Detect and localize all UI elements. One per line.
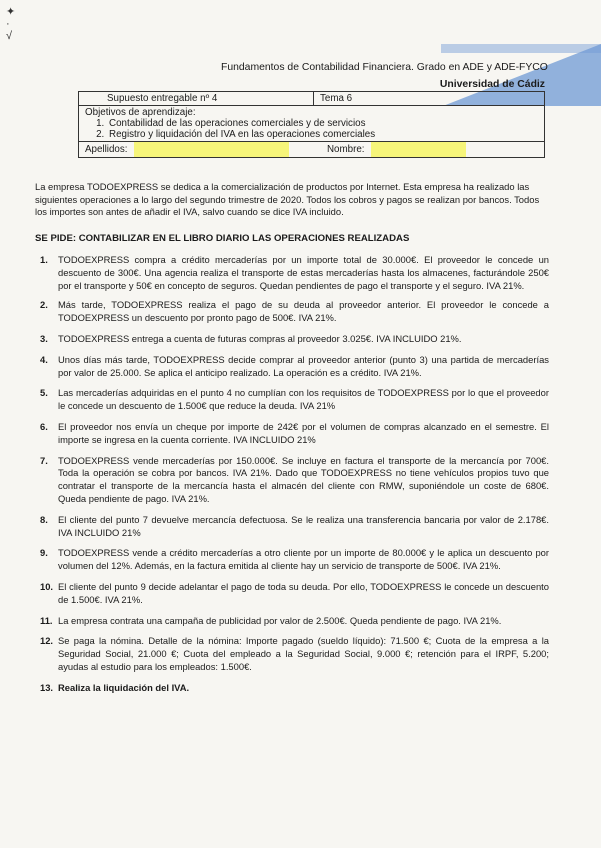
item-text: TODOEXPRESS vende mercaderías por 150.000€. Se incluye en factura el transporte de la mercancía por 700€. Toda la operación se cobra por bancos. IVA 21%. Dado que TODOEXPRESS no tiene vehículos propios tuvo que contratar el transporte de la mercancía hasta el almacén del cliente con RMW, suponiéndole un coste de 680€. Queda pendiente de pago. IVA 21%. [58, 454, 549, 504]
course-title: Fundamentos de Contabilidad Financiera. Grado en ADE y ADE-FYCO [221, 62, 548, 73]
student-fields-cell [79, 142, 545, 158]
item-text: El cliente del punto 9 decide adelantar el pago de toda su deuda. Por ello, TODOEXPRESS le concede un descuento de 1.500€. IVA 21%. [58, 580, 549, 605]
item-text: Realiza la liquidación del IVA. [58, 681, 190, 693]
item-text: Unos días más tarde, TODOEXPRESS decide comprar al proveedor anterior (punto 3) una partida de mercaderías por valor de 25.000. Se aplica el anticipo realizado. La operación es a crédito. IVA 21%. [58, 353, 549, 378]
info-table [78, 91, 545, 158]
item-number: 9. [40, 547, 48, 559]
item-number: 6. [40, 420, 48, 432]
item-number: 7. [40, 454, 48, 466]
item-text: El cliente del punto 7 devuelve mercancía defectuosa. Se le realiza una transferencia bancaria por valor de 2.178€. IVA INCLUIDO 21% [58, 513, 549, 538]
topic-label: Tema 6 [320, 93, 353, 104]
name-field[interactable] [371, 142, 466, 157]
surname-field[interactable] [134, 142, 289, 157]
item-number: 13. [40, 681, 54, 693]
list-item [35, 547, 549, 573]
list-item [35, 581, 549, 607]
item-number: 10. [40, 580, 54, 592]
list-item [35, 354, 549, 380]
objective-item: 2. Registro y liquidación del IVA en las operaciones comerciales [107, 129, 538, 140]
list-item [35, 387, 549, 413]
item-text: TODOEXPRESS entrega a cuenta de futuras compras al proveedor 3.025€. IVA INCLUIDO 21%. [58, 332, 462, 344]
assignment-label: Supuesto entregable nº 4 [107, 93, 218, 104]
item-text: El proveedor nos envía un cheque por importe de 242€ por el volumen de compras alcanzado en el semestre. El importe se ingresa en la cuenta corriente. IVA INCLUIDO 21% [58, 420, 549, 445]
objectives-list [85, 118, 538, 140]
list-item [35, 421, 549, 447]
item-number: 4. [40, 353, 48, 365]
item-number: 2. [40, 299, 48, 311]
intro-paragraph: La empresa TODOEXPRESS se dedica a la comercialización de productos por Internet. Esta empresa ha realizado las siguientes operaciones a lo largo del segundo trimestre de 2020. Todos los cobros y pagos se realizan por bancos. Todos los importes son antes de añadir el IVA, salvo cuando se dice IVA incluido. [35, 181, 540, 217]
item-text: TODOEXPRESS vende a crédito mercaderías a otro cliente por un importe de 80.000€ y le aplica un descuento por volumen del 12%. Además, en la factura emitida al cliente hay un servicio de transporte de 500€. IVA 21%. [58, 547, 549, 572]
item-text: Las mercaderías adquiridas en el punto 4 no cumplían con los requisitos de TODOEXPRESS por lo que el proveedor le concede un descuento de 1.500€ que reduce la deuda. IVA 21% [58, 387, 549, 412]
item-number: 8. [40, 513, 48, 525]
handwritten-marks: ✦ · √ [6, 6, 16, 42]
list-item [35, 254, 549, 292]
item-number: 11. [40, 614, 53, 626]
university-name: Universidad de Cádiz [439, 79, 545, 90]
list-item [35, 299, 549, 325]
surname-label: Apellidos: [85, 144, 128, 156]
name-label: Nombre: [326, 144, 365, 156]
list-item [35, 635, 549, 673]
topic-cell [314, 92, 545, 106]
assignment-cell [79, 92, 314, 106]
item-text: Se paga la nómina. Detalle de la nómina: Importe pagado (sueldo líquido): 71.500 €; Cuota de la empresa a la Seguridad Social, 21.000 €; Cuota del empleado a la Seguridad Social, 9.000 €; retención para el IRPF, 5.200; ayudas al estudio para los empleados: 1.500€. [58, 635, 549, 672]
item-text: La empresa contrata una campaña de publicidad por valor de 2.500€. Queda pendiente de pago. IVA 21%. [58, 614, 502, 626]
objectives-title: Objetivos de aprendizaje: [85, 107, 196, 118]
item-text: TODOEXPRESS compra a crédito mercaderías por un importe total de 30.000€. El proveedor le concede un descuento de 300€. Una agencia realiza el transporte de estas mercaderías hasta los almacenes, facturándole 250€ por el transporte y 50€ en concepto de seguros. Quedan pendientes de pago el transporte y el seguro. IVA 21%. [58, 254, 549, 291]
task-prompt: SE PIDE: CONTABILIZAR EN EL LIBRO DIARIO LAS OPERACIONES REALIZADAS [35, 233, 410, 244]
list-item [35, 455, 549, 506]
item-number: 3. [40, 332, 48, 344]
objectives-cell [79, 106, 545, 142]
operations-list [35, 254, 549, 695]
item-number: 1. [40, 254, 48, 265]
item-number: 12. [40, 635, 54, 647]
list-item [35, 615, 549, 628]
list-item [35, 682, 549, 695]
item-text: Más tarde, TODOEXPRESS realiza el pago de su deuda al proveedor anterior. El proveedor le concede a TODOEXPRESS un descuento por pronto pago de 500€. IVA 21%. [58, 299, 549, 324]
list-item [35, 514, 549, 540]
objective-item: 1. Contabilidad de las operaciones comerciales y de servicios [107, 118, 538, 129]
item-number: 5. [40, 387, 48, 399]
list-item [35, 333, 549, 346]
